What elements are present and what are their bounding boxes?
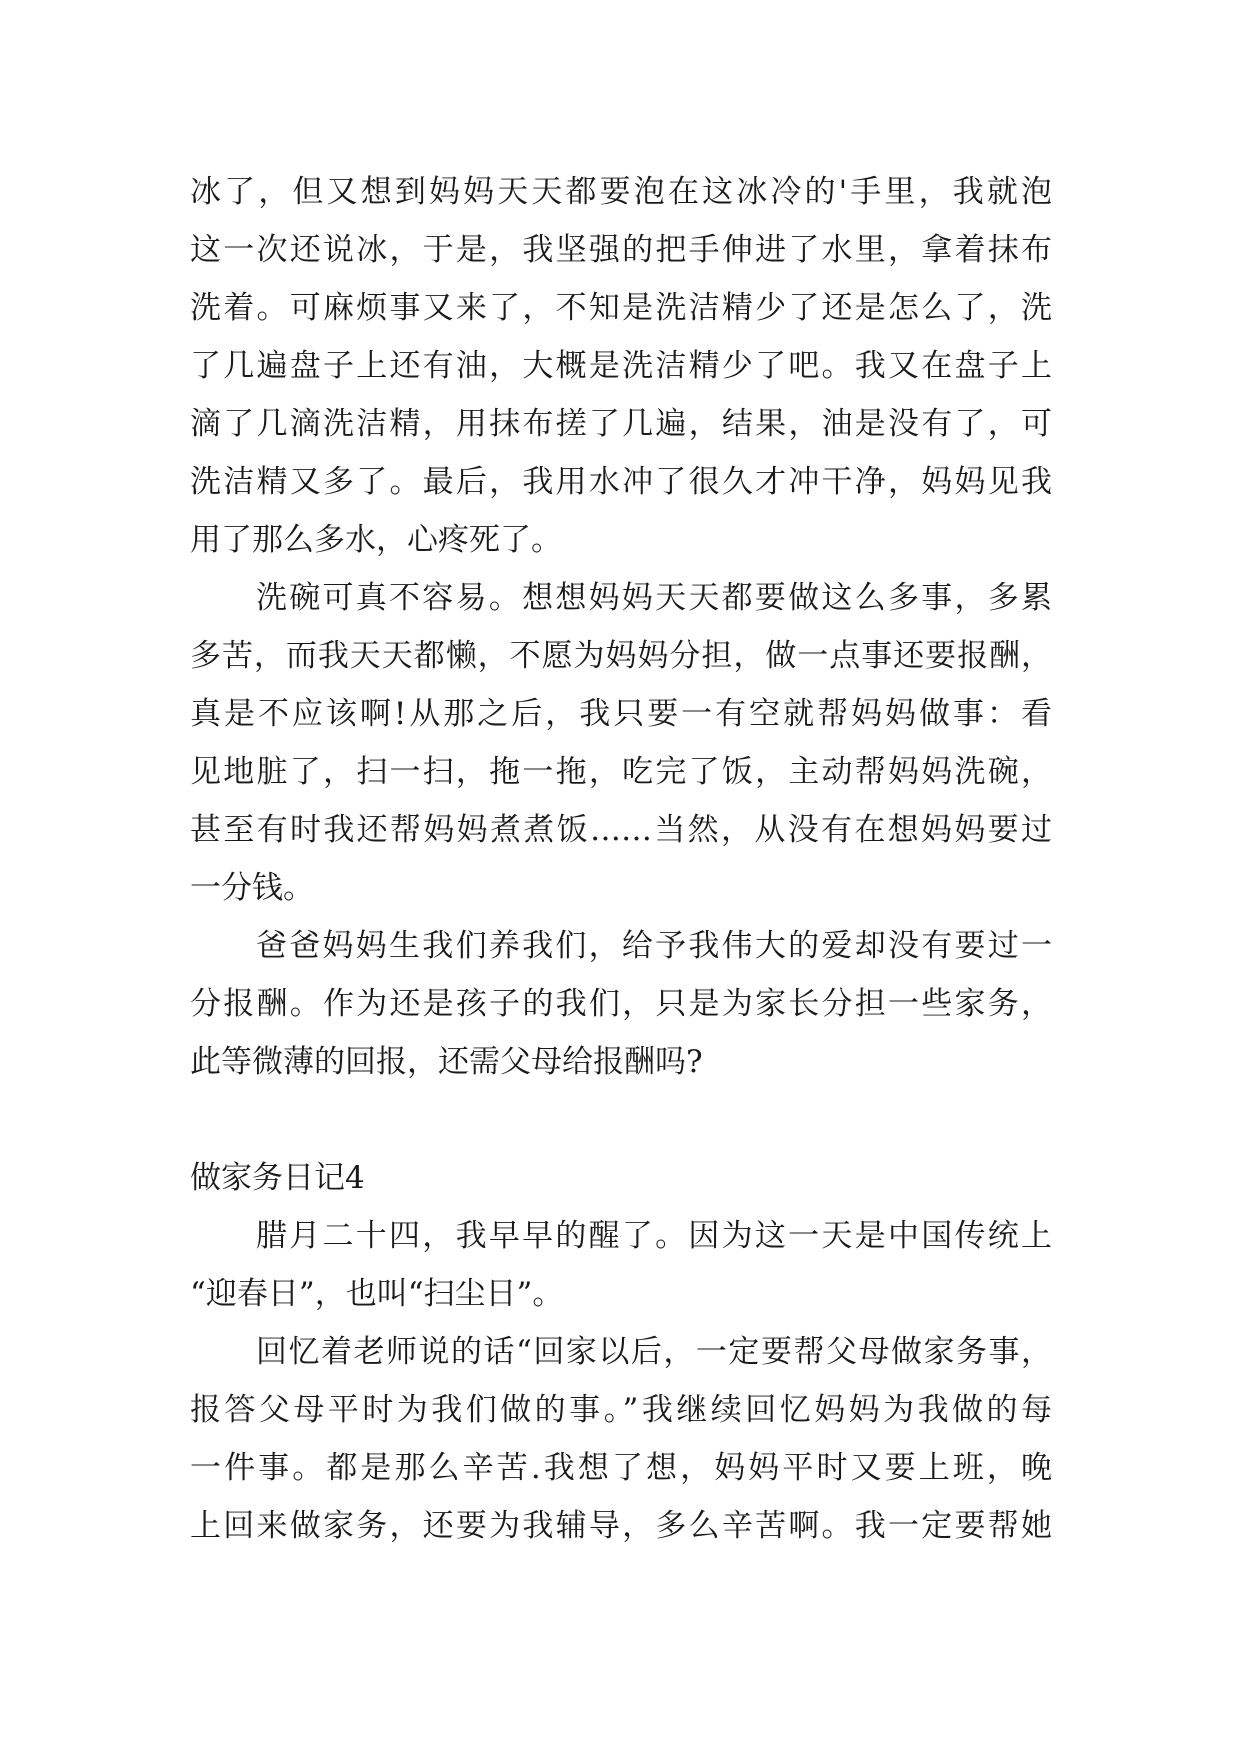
text-line: 甚至有时我还帮妈妈煮煮饭……当然，从没有在想妈妈要过	[190, 812, 1052, 848]
text-line: 多苦，而我天天都懒，不愿为妈妈分担，做一点事还要报酬，	[190, 638, 1052, 674]
section-heading	[190, 1149, 1052, 1207]
text-line: 真是不应该啊!从那之后，我只要一有空就帮妈妈做事：看	[190, 696, 1052, 732]
text-line: 见地脏了，扫一扫，拖一拖，吃完了饭，主动帮妈妈洗碗，	[190, 754, 1052, 790]
text-line: 这一次还说冰，于是，我坚强的把手伸进了水里，拿着抹布	[190, 232, 1052, 268]
text-line: 分报酬。作为还是孩子的我们，只是为家长分担一些家务，	[190, 986, 1052, 1022]
text-line: 一件事。都是那么辛苦.我想了想，妈妈平时又要上班，晚	[190, 1450, 1052, 1486]
paragraph-4	[190, 1207, 1052, 1323]
text-line: 腊月二十四，我早早的醒了。因为这一天是中国传统上	[256, 1218, 1052, 1254]
text-line: 滴了几滴洗洁精，用抹布搓了几遍，结果，油是没有了，可	[190, 406, 1052, 442]
text-line: 了几遍盘子上还有油，大概是洗洁精少了吧。我又在盘子上	[190, 348, 1052, 384]
text-line: 此等微薄的回报，还需父母给报酬吗?	[190, 1044, 703, 1080]
text-line: 冰了，但又想到妈妈天天都要泡在这冰冷的'手里，我就泡	[190, 174, 1052, 210]
text-line: 用了那么多水，心疼死了。	[190, 522, 562, 558]
document-page	[190, 163, 1052, 1555]
text-line: 上回来做家务，还要为我辅导，多么辛苦啊。我一定要帮她	[190, 1508, 1052, 1544]
text-line: 洗碗可真不容易。想想妈妈天天都要做这么多事，多累	[256, 580, 1052, 616]
text-line: 报答父母平时为我们做的事。”我继续回忆妈妈为我做的每	[190, 1392, 1052, 1428]
paragraph-2	[190, 569, 1052, 917]
paragraph-1	[190, 163, 1052, 569]
text-line: 爸爸妈妈生我们养我们，给予我伟大的爱却没有要过一	[256, 928, 1052, 964]
text-line: 一分钱。	[190, 870, 314, 906]
text-line: 回忆着老师说的话“回家以后，一定要帮父母做家务事，	[256, 1334, 1052, 1370]
paragraph-3	[190, 917, 1052, 1091]
paragraph-5	[190, 1323, 1052, 1555]
text-line: “迎春日”，也叫“扫尘日”。	[190, 1276, 564, 1312]
section-gap	[190, 1091, 1052, 1149]
text-line: 洗着。可麻烦事又来了，不知是洗洁精少了还是怎么了，洗	[190, 290, 1052, 326]
heading-text: 做家务日记4	[190, 1160, 365, 1196]
text-line: 洗洁精又多了。最后，我用水冲了很久才冲干净，妈妈见我	[190, 464, 1052, 500]
